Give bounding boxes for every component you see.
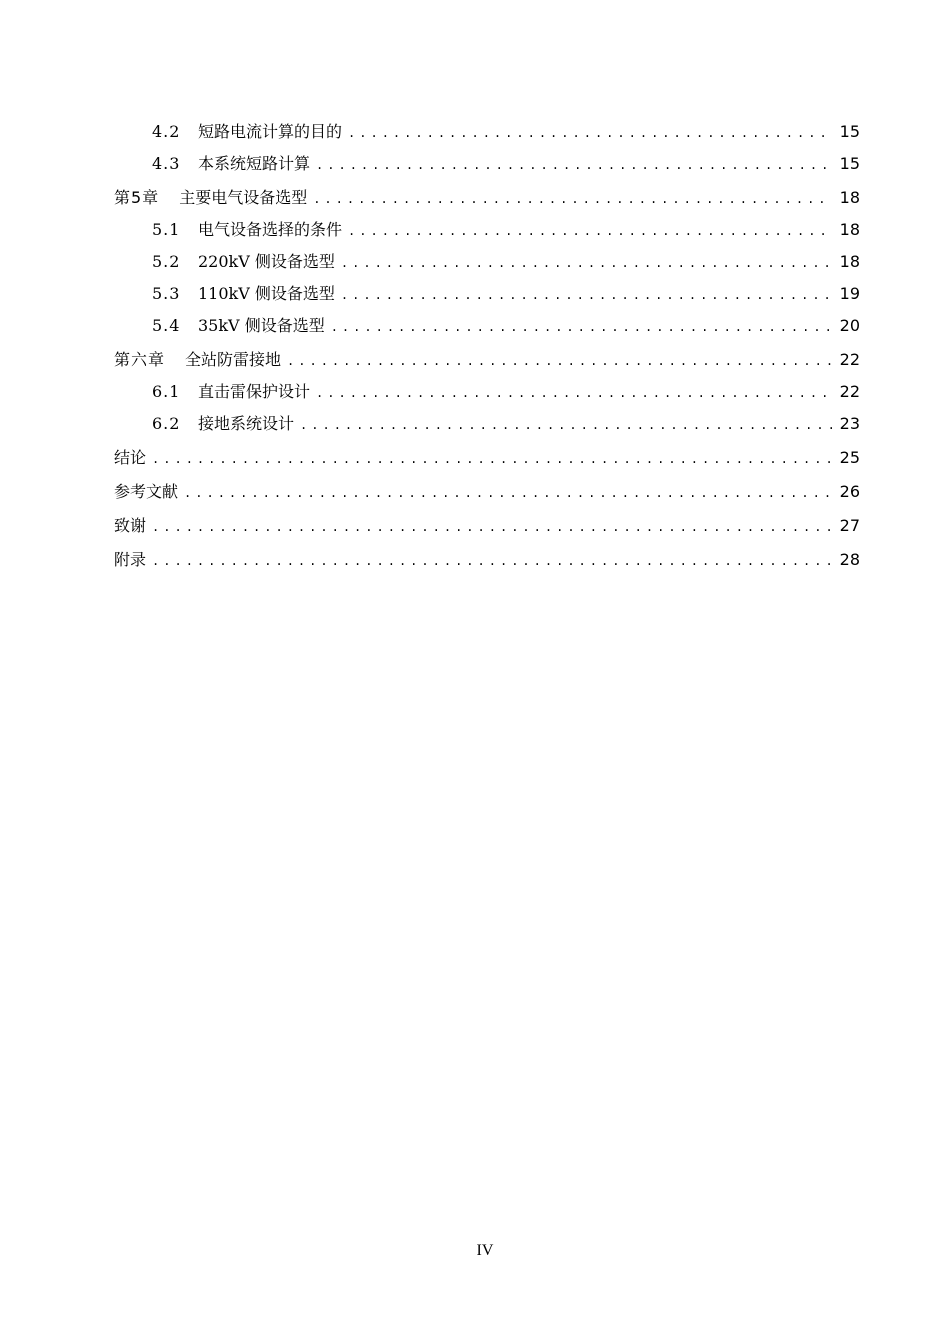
toc-entry-number: 第5章 — [114, 188, 160, 207]
toc-entry-title: 致谢 — [114, 516, 147, 535]
toc-entry-page: 26 — [839, 482, 860, 501]
toc-entry-number: 4.3 — [152, 154, 181, 173]
toc-entry-number: 4.2 — [152, 122, 181, 141]
toc-entry-title: 35kV 侧设备选型 — [198, 316, 325, 335]
toc-entry-chapter-6[interactable] — [114, 348, 860, 372]
toc-entry-number: 第六章 — [114, 350, 166, 369]
toc-entry-title: 主要电气设备选型 — [179, 188, 308, 207]
toc-entry-page: 18 — [839, 188, 860, 207]
toc-entry-title: 附录 — [114, 550, 147, 569]
toc-leader-dots — [316, 381, 832, 405]
toc-entry-page: 27 — [839, 516, 860, 535]
toc-leader-dots — [184, 481, 832, 505]
toc-entry-number: 6.1 — [152, 382, 181, 401]
toc-entry-acknowledgements[interactable] — [114, 514, 860, 538]
toc-leader-dots — [313, 187, 832, 211]
toc-entry-number: 5.3 — [152, 284, 181, 303]
toc-entry-title: 110kV 侧设备选型 — [198, 284, 335, 303]
page-number: IV — [476, 1242, 494, 1259]
toc-entry-page: 25 — [839, 448, 860, 467]
toc-entry-5-1[interactable] — [114, 218, 860, 242]
toc-entry-page: 20 — [839, 316, 860, 335]
toc-entry-references[interactable] — [114, 480, 860, 504]
toc-leader-dots — [152, 447, 832, 471]
toc-entry-number: 5.1 — [152, 220, 181, 239]
toc-leader-dots — [348, 219, 832, 243]
toc-entry-number: 5.4 — [152, 316, 181, 335]
toc-entry-5-2[interactable] — [114, 250, 860, 274]
toc-entry-page: 15 — [839, 154, 860, 173]
toc-leader-dots — [152, 549, 832, 573]
toc-entry-appendix[interactable] — [114, 548, 860, 572]
toc-entry-number: 6.2 — [152, 414, 181, 433]
toc-leader-dots — [287, 349, 832, 373]
toc-leader-dots — [341, 251, 832, 275]
toc-entry-title: 220kV 侧设备选型 — [198, 252, 335, 271]
toc-entry-title: 结论 — [114, 448, 147, 467]
toc-entry-title: 直击雷保护设计 — [198, 382, 311, 401]
table-of-contents — [114, 120, 860, 580]
toc-leader-dots — [316, 153, 832, 177]
toc-entry-page: 22 — [839, 382, 860, 401]
toc-entry-6-2[interactable] — [114, 412, 860, 436]
toc-entry-page: 15 — [839, 122, 860, 141]
toc-entry-page: 28 — [839, 550, 860, 569]
toc-leader-dots — [331, 315, 832, 339]
toc-leader-dots — [300, 413, 832, 437]
toc-entry-page: 22 — [839, 350, 860, 369]
toc-entry-conclusion[interactable] — [114, 446, 860, 470]
toc-entry-title: 全站防雷接地 — [185, 350, 282, 369]
toc-entry-title: 短路电流计算的目的 — [198, 122, 343, 141]
toc-leader-dots — [152, 515, 832, 539]
toc-entry-page: 18 — [839, 252, 860, 271]
toc-entry-4-2[interactable] — [114, 120, 860, 144]
toc-leader-dots — [348, 121, 832, 145]
toc-entry-title: 本系统短路计算 — [198, 154, 311, 173]
toc-entry-5-4[interactable] — [114, 314, 860, 338]
toc-entry-4-3[interactable] — [114, 152, 860, 176]
toc-leader-dots — [341, 283, 832, 307]
toc-entry-title: 参考文献 — [114, 482, 179, 501]
toc-entry-page: 23 — [839, 414, 860, 433]
toc-entry-6-1[interactable] — [114, 380, 860, 404]
toc-entry-title: 接地系统设计 — [198, 414, 295, 433]
toc-entry-page: 18 — [839, 220, 860, 239]
toc-entry-title: 电气设备选择的条件 — [198, 220, 343, 239]
toc-entry-chapter-5[interactable] — [114, 186, 860, 210]
toc-entry-number: 5.2 — [152, 252, 181, 271]
toc-entry-page: 19 — [839, 284, 860, 303]
toc-entry-5-3[interactable] — [114, 282, 860, 306]
